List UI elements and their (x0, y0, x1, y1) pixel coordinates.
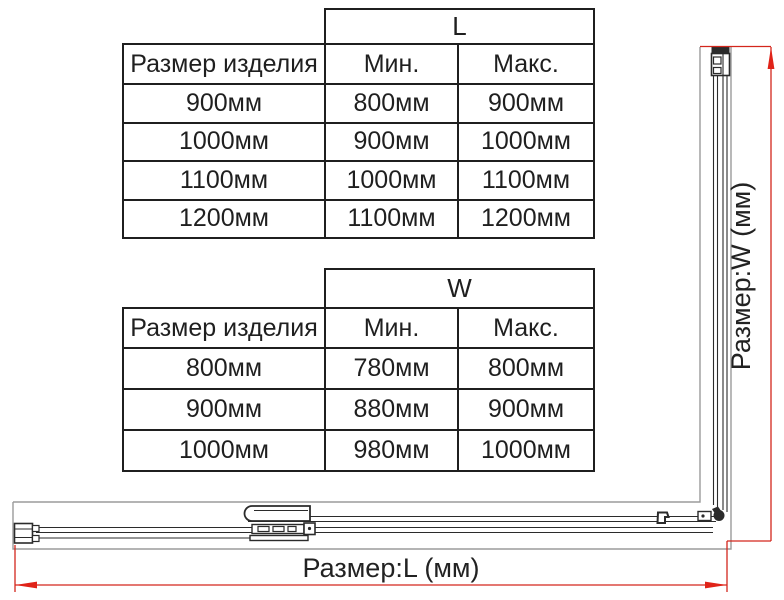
top-cap (712, 47, 730, 54)
size-cell: 880мм (325, 389, 458, 430)
dimension-header-row (123, 269, 594, 308)
table-row (123, 389, 594, 430)
size-table-W (122, 268, 595, 472)
max-column-header: Макс. (458, 308, 594, 348)
table-row (123, 430, 594, 471)
length-dimension-label: Размер:L (мм) (302, 553, 480, 583)
size-cell: 1000мм (458, 123, 594, 162)
spacer-cell (123, 269, 325, 308)
dimension-header-L: L (325, 9, 594, 44)
size-cell: 800мм (123, 348, 325, 389)
min-column-header: Мин. (325, 44, 458, 84)
size-cell: 900мм (123, 84, 325, 123)
table-row (123, 84, 594, 123)
size-column-header: Размер изделия (123, 44, 325, 84)
roller-carriage (245, 506, 310, 521)
size-cell: 1000мм (123, 123, 325, 162)
size-cell: 1000мм (123, 430, 325, 471)
size-column-header: Размер изделия (123, 308, 325, 348)
min-column-header: Мин. (325, 308, 458, 348)
size-cell: 800мм (325, 84, 458, 123)
size-cell: 900мм (458, 84, 594, 123)
dimension-header-row (123, 9, 594, 44)
size-cell: 900мм (458, 389, 594, 430)
arrow-up (768, 47, 775, 69)
column-header-row (123, 308, 594, 348)
wall-bracket-left (15, 524, 33, 544)
dimension-header-W: W (325, 269, 594, 308)
size-cell: 1000мм (325, 161, 458, 200)
size-cell: 1200мм (123, 200, 325, 239)
size-cell: 1100мм (123, 161, 325, 200)
size-table-L (122, 8, 595, 239)
column-header-row (123, 44, 594, 84)
arrow-right (705, 582, 727, 589)
size-cell: 1000мм (458, 430, 594, 471)
max-column-header: Макс. (458, 44, 594, 84)
size-cell: 800мм (458, 348, 594, 389)
arrow-left (15, 582, 37, 589)
table-row (123, 123, 594, 162)
size-cell: 900мм (123, 389, 325, 430)
size-cell: 900мм (325, 123, 458, 162)
table-row (123, 161, 594, 200)
spacer-cell (123, 9, 325, 44)
table-row (123, 200, 594, 239)
size-cell: 1100мм (325, 200, 458, 239)
size-cell: 1100мм (458, 161, 594, 200)
size-cell: 780мм (325, 348, 458, 389)
table-row (123, 348, 594, 389)
size-cell: 1200мм (458, 200, 594, 239)
size-cell: 980мм (325, 430, 458, 471)
width-dimension-label: Размер:W (мм) (726, 181, 756, 371)
